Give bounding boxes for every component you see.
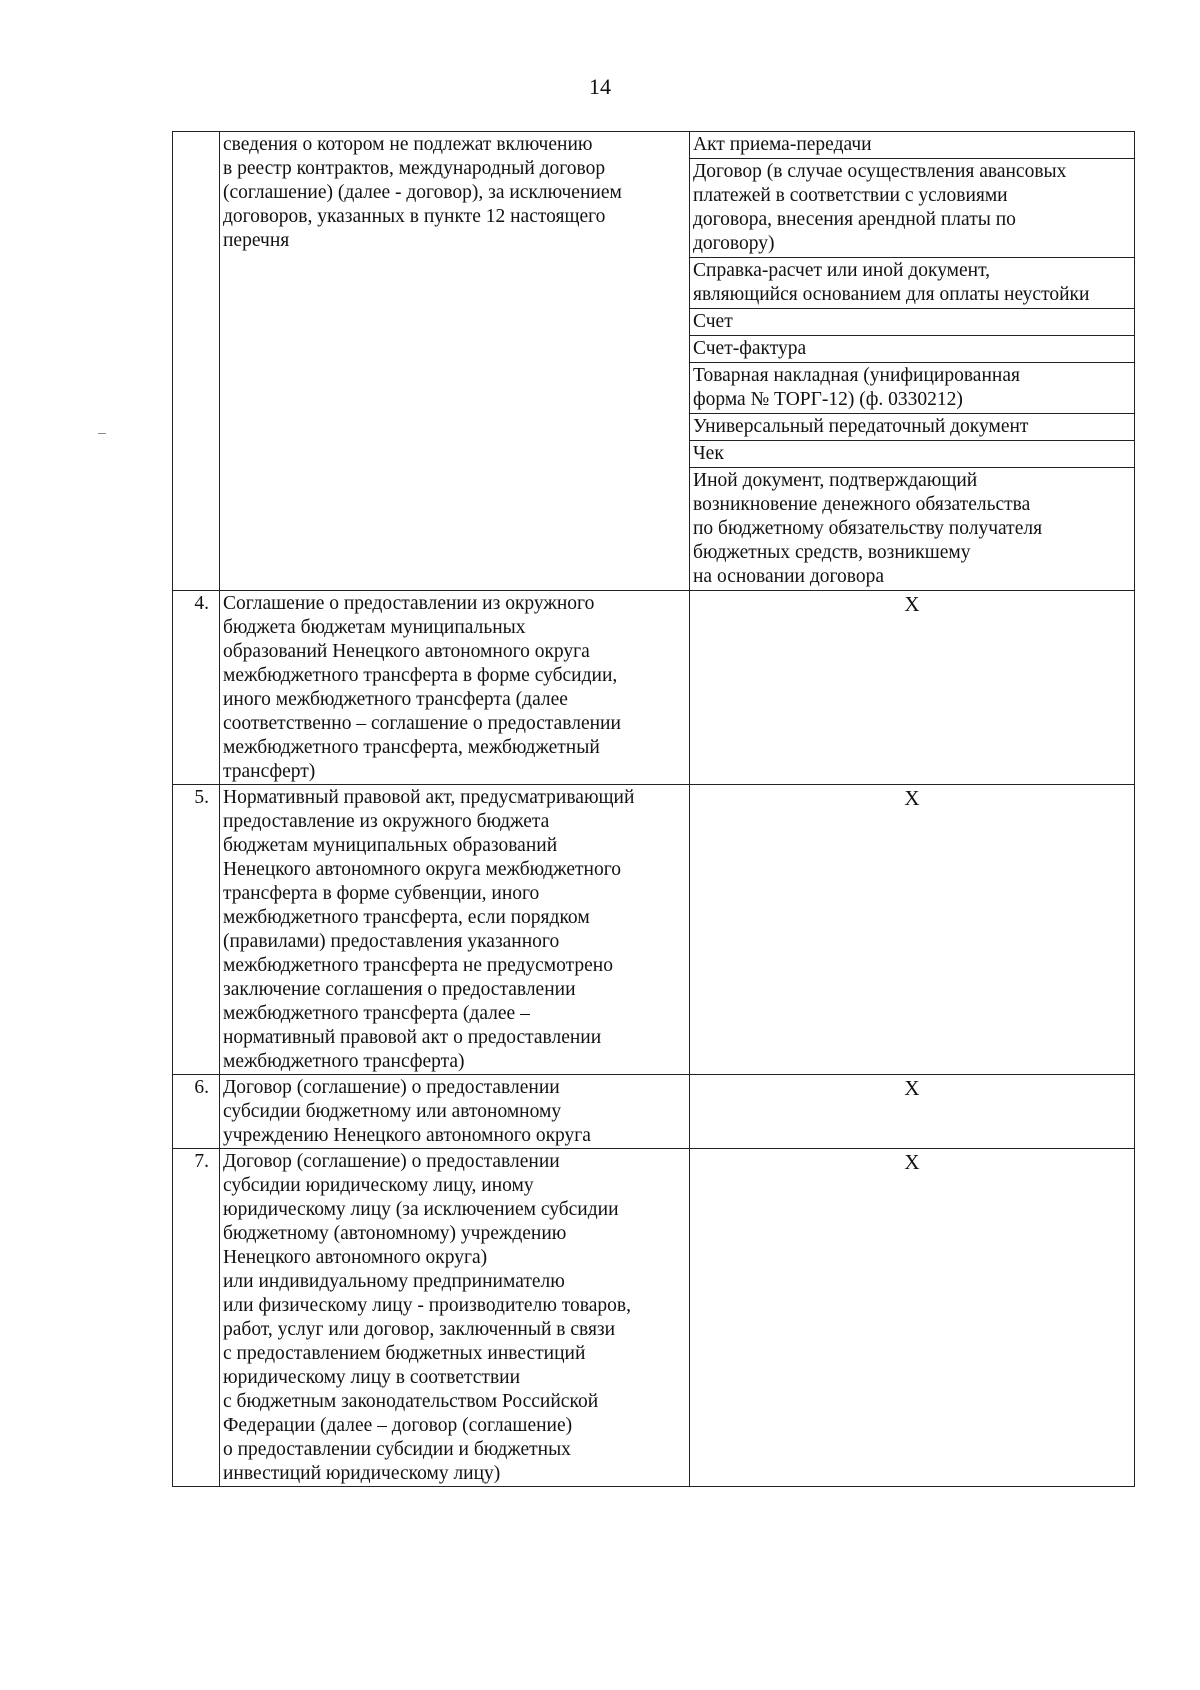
documents-list	[690, 132, 1134, 590]
row-number-cell: 5.	[173, 785, 220, 1075]
document-item: Счет	[690, 309, 1134, 336]
table-row-4	[173, 591, 1135, 785]
row-description: Соглашение о предоставлении из окружного бюджета бюджетам муниципальных образований Ненецкого автономного округа межбюджетного трансферта в форме субсидии, иного межбюджетного трансферта (далее соответственно – соглашение о предоставлении межбюджетного трансферта, межбюджетный трансферт)	[223, 593, 621, 782]
document-item: Чек	[690, 441, 1134, 468]
description-cell	[220, 785, 690, 1075]
not-applicable-mark: Х	[690, 591, 1135, 785]
documents-cell	[690, 132, 1135, 591]
not-applicable-mark: Х	[690, 1149, 1135, 1487]
document-item: Иной документ, подтверждающий возникновение денежного обязательства по бюджетному обязательству получателя бюджетных средств, возникшему на основании договора	[693, 470, 1043, 587]
row-number-cell: 4.	[173, 591, 220, 785]
table-row-7	[173, 1149, 1135, 1487]
row-description: Договор (соглашение) о предоставлении субсидии бюджетному или автономному учреждению Ненецкого автономного округа	[223, 1077, 591, 1146]
row-description: Договор (соглашение) о предоставлении субсидии юридическому лицу, иному юридическому лицу (за исключением субсидии бюджетному (автономному) учреждению Ненецкого автономного округа) или индивидуальному предпринимателю или физическому лицу - производителю товаров, работ, услуг или договор, заключенный в связи с предоставлением бюджетных инвестиций юридическому лицу в соответствии с бюджетным законодательством Российской Федерации (далее – договор (соглашение) о предоставлении субсидии и бюджетных инвестиций юридическому лицу)	[223, 1151, 631, 1484]
table-row-continuation	[173, 132, 1135, 591]
row-number-cell: 7.	[173, 1149, 220, 1487]
document-list-table	[172, 131, 1135, 1487]
table-row-5	[173, 785, 1135, 1075]
description-cell	[220, 1149, 690, 1487]
description-cell	[220, 591, 690, 785]
description-cell	[220, 132, 690, 591]
document-item: Счет-фактура	[690, 336, 1134, 363]
page-number: 14	[589, 74, 611, 99]
row-number-cell	[173, 132, 220, 591]
not-applicable-mark: Х	[690, 785, 1135, 1075]
row-description: сведения о котором не подлежат включению в реестр контрактов, международный договор (соглашение) (далее - договор), за исключением договоров, указанных в пункте 12 настоящего перечня	[223, 134, 622, 251]
row-number-cell: 6.	[173, 1075, 220, 1149]
row-description: Нормативный правовой акт, предусматривающий предоставление из окружного бюджета бюджетам муниципальных образований Ненецкого автономного округа межбюджетного трансферта в форме субвенции, иного межбюджетного трансферта, если порядком (правилами) предоставления указанного межбюджетного трансферта не предусмотрено заключение соглашения о предоставлении межбюджетного трансферта (далее – нормативный правовой акт о предоставлении межбюджетного трансферта)	[223, 787, 635, 1072]
document-item: Договор (в случае осуществления авансовых платежей в соответствии с условиями договора, внесения арендной платы по договору)	[690, 159, 1134, 258]
document-item: Акт приема-передачи	[690, 132, 1134, 159]
scan-artifact-mark	[98, 433, 106, 434]
document-item: Товарная накладная (унифицированная форма № ТОРГ-12) (ф. 0330212)	[690, 363, 1134, 414]
not-applicable-mark: Х	[690, 1075, 1135, 1149]
document-item: Справка-расчет или иной документ, являющийся основанием для оплаты неустойки	[690, 258, 1134, 309]
description-cell	[220, 1075, 690, 1149]
table-row-6	[173, 1075, 1135, 1149]
document-item: Универсальный передаточный документ	[690, 414, 1134, 441]
